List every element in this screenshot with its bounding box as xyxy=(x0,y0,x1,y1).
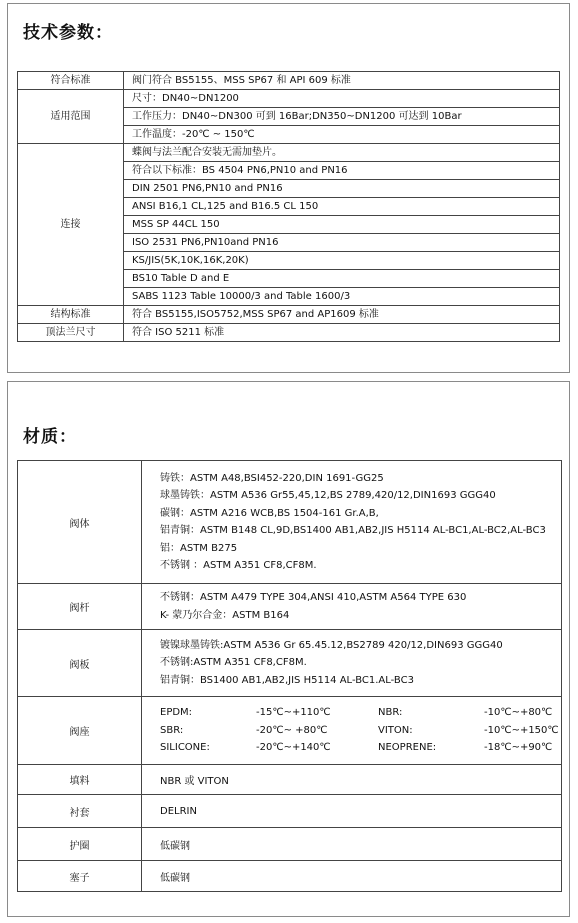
material-line: 不锈钢:ASTM A351 CF8,CF8M. xyxy=(160,657,307,669)
row-value: 蝶阀与法兰配合安装无需加垫片。 xyxy=(124,144,560,162)
row-value: SABS 1123 Table 10000/3 and Table 1600/3 xyxy=(124,288,560,306)
row-value xyxy=(142,461,562,584)
table-row xyxy=(18,324,560,342)
row-value: 尺寸：DN40~DN1200 xyxy=(124,90,560,108)
tech-params-panel xyxy=(7,3,570,373)
row-value xyxy=(142,584,562,630)
row-value: DELRIN xyxy=(142,795,562,828)
seat-material-name: SILICONE: xyxy=(160,742,210,754)
row-label: 阀体 xyxy=(18,461,142,584)
row-value: KS/JIS(5K,10K,16K,20K) xyxy=(124,252,560,270)
seat-material-name: EPDM: xyxy=(160,707,193,719)
row-label: 阀座 xyxy=(18,697,142,765)
seat-material-range: -10℃~+150℃ xyxy=(484,724,559,736)
table-row xyxy=(18,630,562,697)
tech-params-table xyxy=(17,71,560,342)
row-value: 工作温度：-20℃ ~ 150℃ xyxy=(124,126,560,144)
seat-material-name: NBR: xyxy=(378,707,403,719)
material-line: 碳钢：ASTM A216 WCB,BS 1504-161 Gr.A,B, xyxy=(160,507,379,519)
row-label: 连接 xyxy=(18,144,124,306)
materials-panel xyxy=(7,381,570,917)
row-label: 填料 xyxy=(18,765,142,795)
seat-material-range: -15℃~+110℃ xyxy=(256,707,331,719)
material-line: 不锈钢：ASTM A479 TYPE 304,ANSI 410,ASTM A564 TYPE 630 xyxy=(160,592,467,603)
seat-material-name: SBR: xyxy=(160,724,184,736)
seat-material-range: -18℃~+90℃ xyxy=(484,742,553,754)
row-label: 结构标准 xyxy=(18,306,124,324)
material-line: 铸铁：ASTM A48,BSI452-220,DIN 1691-GG25 xyxy=(160,472,384,484)
tech-params-heading: 技术参数： xyxy=(23,23,113,43)
seat-materials-grid xyxy=(160,704,561,757)
table-row xyxy=(18,306,560,324)
table-row xyxy=(18,765,562,795)
seat-material-name: VITON: xyxy=(378,724,413,736)
material-line: 镀镍球墨铸铁:ASTM A536 Gr 65.45.12,BS2789 420/12,DIN693 GGG40 xyxy=(160,639,503,651)
row-value: 低碳钢 xyxy=(142,861,562,892)
table-row xyxy=(18,697,562,765)
row-value: NBR 或 VITON xyxy=(142,765,562,795)
material-line: 铝青铜：ASTM B148 CL,9D,BS1400 AB1,AB2,JIS H5114 AL-BC1,AL-BC2,AL-BC3 xyxy=(160,525,546,536)
seat-material-range: -20℃~+140℃ xyxy=(256,742,331,754)
table-row xyxy=(18,861,562,892)
row-label: 衬套 xyxy=(18,795,142,828)
row-label: 符合标准 xyxy=(18,72,124,90)
seat-material-range: -10℃~+80℃ xyxy=(484,707,553,719)
table-row xyxy=(18,72,560,90)
row-value xyxy=(142,630,562,697)
material-line: K- 蒙乃尔合金：ASTM B164 xyxy=(160,609,290,621)
table-row xyxy=(18,828,562,861)
row-value: 符合 ISO 5211 标准 xyxy=(124,324,560,342)
row-value: 符合 BS5155,ISO5752,MSS SP67 and AP1609 标准 xyxy=(124,306,560,324)
material-line: 铝：ASTM B275 xyxy=(160,542,238,554)
row-value: ISO 2531 PN6,PN10and PN16 xyxy=(124,234,560,252)
seat-material-range: -20℃~ +80℃ xyxy=(256,724,328,736)
row-label: 阀杆 xyxy=(18,584,142,630)
table-row xyxy=(18,90,560,108)
row-value xyxy=(142,697,562,765)
material-line: 铝青铜：BS1400 AB1,AB2,JIS H5114 AL-BC1.AL-BC3 xyxy=(160,674,414,686)
row-label: 阀板 xyxy=(18,630,142,697)
row-value: ANSI B16,1 CL,125 and B16.5 CL 150 xyxy=(124,198,560,216)
row-label: 顶法兰尺寸 xyxy=(18,324,124,342)
table-row xyxy=(18,584,562,630)
row-value: 低碳钢 xyxy=(142,828,562,861)
row-value: BS10 Table D and E xyxy=(124,270,560,288)
table-row xyxy=(18,461,562,584)
materials-table xyxy=(17,460,562,892)
material-line: 不锈钢 ：ASTM A351 CF8,CF8M. xyxy=(160,560,317,571)
row-label: 塞子 xyxy=(18,861,142,892)
row-value: 阀门符合 BS5155、MSS SP67 和 API 609 标准 xyxy=(124,72,560,90)
seat-material-name: NEOPRENE: xyxy=(378,742,437,754)
row-value: 符合以下标准：BS 4504 PN6,PN10 and PN16 xyxy=(124,162,560,180)
table-row xyxy=(18,144,560,162)
material-line: 球墨铸铁：ASTM A536 Gr55,45,12,BS 2789,420/12,DIN1693 GGG40 xyxy=(160,490,496,501)
row-label: 护圈 xyxy=(18,828,142,861)
materials-heading: 材质： xyxy=(23,427,77,447)
table-row xyxy=(18,795,562,828)
row-value: 工作压力：DN40~DN300 可到 16Bar;DN350~DN1200 可达到 10Bar xyxy=(124,108,560,126)
row-value: MSS SP 44CL 150 xyxy=(124,216,560,234)
row-value: DIN 2501 PN6,PN10 and PN16 xyxy=(124,180,560,198)
row-label: 适用范围 xyxy=(18,90,124,144)
